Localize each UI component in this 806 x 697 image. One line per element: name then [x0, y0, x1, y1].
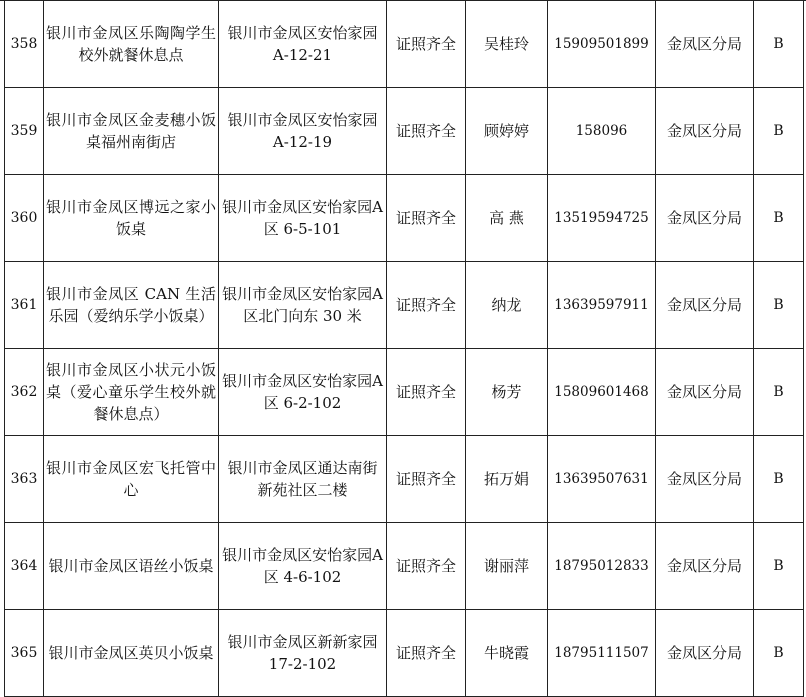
license-status: 证照齐全 — [387, 88, 466, 175]
table-row — [5, 262, 804, 349]
contact-phone: 13519594725 — [548, 175, 656, 262]
contact-person: 杨芳 — [466, 349, 548, 436]
contact-phone: 15809601468 — [548, 349, 656, 436]
row-number: 363 — [5, 436, 44, 523]
rating-grade: B — [754, 523, 804, 610]
contact-person: 高 燕 — [466, 175, 548, 262]
business-address: 银川市金凤区安怡家园A-12-21 — [219, 1, 387, 88]
business-address: 银川市金凤区安怡家园A区 6-5-101 — [219, 175, 387, 262]
business-name: 银川市金凤区英贝小饭桌 — [44, 610, 219, 697]
contact-person: 牛晓霞 — [466, 610, 548, 697]
rating-grade: B — [754, 349, 804, 436]
contact-phone: 13639597911 — [548, 262, 656, 349]
row-number: 362 — [5, 349, 44, 436]
business-address: 银川市金凤区新新家园17-2-102 — [219, 610, 387, 697]
rating-grade: B — [754, 175, 804, 262]
contact-person: 顾婷婷 — [466, 88, 548, 175]
supervising-bureau: 金凤区分局 — [656, 436, 754, 523]
business-address: 银川市金凤区安怡家园A区北门向东 30 米 — [219, 262, 387, 349]
rating-grade: B — [754, 262, 804, 349]
license-status: 证照齐全 — [387, 349, 466, 436]
contact-person: 纳龙 — [466, 262, 548, 349]
contact-person: 吴桂玲 — [466, 1, 548, 88]
license-status: 证照齐全 — [387, 175, 466, 262]
license-status: 证照齐全 — [387, 1, 466, 88]
supervising-bureau: 金凤区分局 — [656, 1, 754, 88]
supervising-bureau: 金凤区分局 — [656, 523, 754, 610]
table-row — [5, 175, 804, 262]
contact-phone: 15909501899 — [548, 1, 656, 88]
contact-phone: 13639507631 — [548, 436, 656, 523]
contact-phone: 18795012833 — [548, 523, 656, 610]
table-body — [5, 1, 804, 697]
supervising-bureau: 金凤区分局 — [656, 610, 754, 697]
table-row — [5, 349, 804, 436]
rating-grade: B — [754, 436, 804, 523]
business-name: 银川市金凤区金麦穗小饭桌福州南街店 — [44, 88, 219, 175]
rating-grade: B — [754, 610, 804, 697]
business-name: 银川市金凤区宏飞托管中心 — [44, 436, 219, 523]
business-name: 银川市金凤区语丝小饭桌 — [44, 523, 219, 610]
registry-table-container — [4, 0, 803, 697]
row-number: 358 — [5, 1, 44, 88]
supervising-bureau: 金凤区分局 — [656, 262, 754, 349]
supervising-bureau: 金凤区分局 — [656, 349, 754, 436]
business-name: 银川市金凤区博远之家小饭桌 — [44, 175, 219, 262]
row-number: 359 — [5, 88, 44, 175]
table-row — [5, 523, 804, 610]
contact-phone: 158096 — [548, 88, 656, 175]
supervising-bureau: 金凤区分局 — [656, 175, 754, 262]
business-address: 银川市金凤区安怡家园A区 6-2-102 — [219, 349, 387, 436]
table-row — [5, 610, 804, 697]
table-row — [5, 88, 804, 175]
rating-grade: B — [754, 88, 804, 175]
table-row — [5, 1, 804, 88]
business-address: 银川市金凤区安怡家园A区 4-6-102 — [219, 523, 387, 610]
contact-person: 谢丽萍 — [466, 523, 548, 610]
business-name: 银川市金凤区小状元小饭桌（爱心童乐学生校外就餐休息点） — [44, 349, 219, 436]
license-status: 证照齐全 — [387, 523, 466, 610]
supervising-bureau: 金凤区分局 — [656, 88, 754, 175]
registry-table — [4, 0, 804, 697]
table-row — [5, 436, 804, 523]
row-number: 361 — [5, 262, 44, 349]
business-address: 银川市金凤区通达南街新苑社区二楼 — [219, 436, 387, 523]
row-number: 365 — [5, 610, 44, 697]
row-number: 360 — [5, 175, 44, 262]
rating-grade: B — [754, 1, 804, 88]
business-name: 银川市金凤区乐陶陶学生校外就餐休息点 — [44, 1, 219, 88]
business-name: 银川市金凤区 CAN 生活乐园（爱纳乐学小饭桌） — [44, 262, 219, 349]
business-address: 银川市金凤区安怡家园A-12-19 — [219, 88, 387, 175]
row-number: 364 — [5, 523, 44, 610]
license-status: 证照齐全 — [387, 436, 466, 523]
contact-phone: 18795111507 — [548, 610, 656, 697]
contact-person: 拓万娟 — [466, 436, 548, 523]
license-status: 证照齐全 — [387, 262, 466, 349]
license-status: 证照齐全 — [387, 610, 466, 697]
